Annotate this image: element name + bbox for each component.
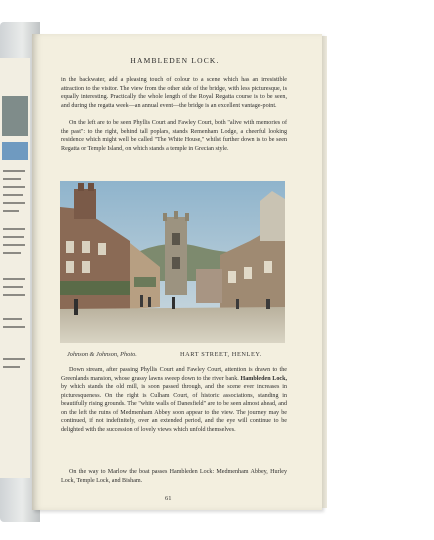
running-head: HAMBLEDEN LOCK.	[130, 56, 220, 65]
facing-page-edge	[0, 58, 30, 478]
paragraph-2: On the left are to be seen Phyllis Court and Fawley Court, both "alive with memories of the past": to the right, behind tall poplars, stands Remenham Lodge, a cheerful looking residence which might well be called "The White House," whilst further down is to be seen Regatta or Temple Island, on which stands a temple in Grecian style.	[61, 120, 287, 152]
paragraph-3	[61, 366, 287, 434]
page-edge	[322, 36, 327, 508]
photograph-hart-street	[60, 181, 285, 343]
photo-caption: HART STREET, HENLEY.	[180, 351, 262, 358]
paragraph-4: On the way to Marlow the boat passes Hambleden Lock: Medmenham Abbey, Hurley Lock, Temple Lock, and Bisham.	[61, 469, 287, 484]
paragraph-3-bold: Hambleden Lock,	[240, 375, 287, 382]
page-number: 61	[165, 495, 172, 502]
paragraph-3-end: by which stands the old mill, is soon passed through, and the scene ever increases in picturesqueness. On the right is Culham Court, of historic associations, standing in beautifully rising grounds. The "white walls of Danesfield" are to be seen almost ahead, and on the left the ruins of Medmenham Abbey soon appear to the view. The journey may be continued, if not indefinitely, over an extended period, and the eye will continue to be delighted with the succession of lovely views which unfold themselves.	[61, 384, 287, 433]
paragraph-3-start: Down stream, after passing Phyllis Court and Fawley Court, attention is drawn to the Greenlands mansion, whose grassy lawns sweep down to the river bank.	[61, 367, 287, 382]
photo-credit: Johnson & Johnson, Photo.	[67, 351, 137, 358]
paragraph-1: in the backwater, add a pleasing touch of colour to a scene which has an irresistible attraction to the visitor. The view from the other side of the bridge, with less picturesque, is equally interesting. Practically the whole length of the Royal Regatta course is to be seen, and during the regatta week—an annual event—the bridge is an excellent vantage-point.	[61, 77, 287, 109]
